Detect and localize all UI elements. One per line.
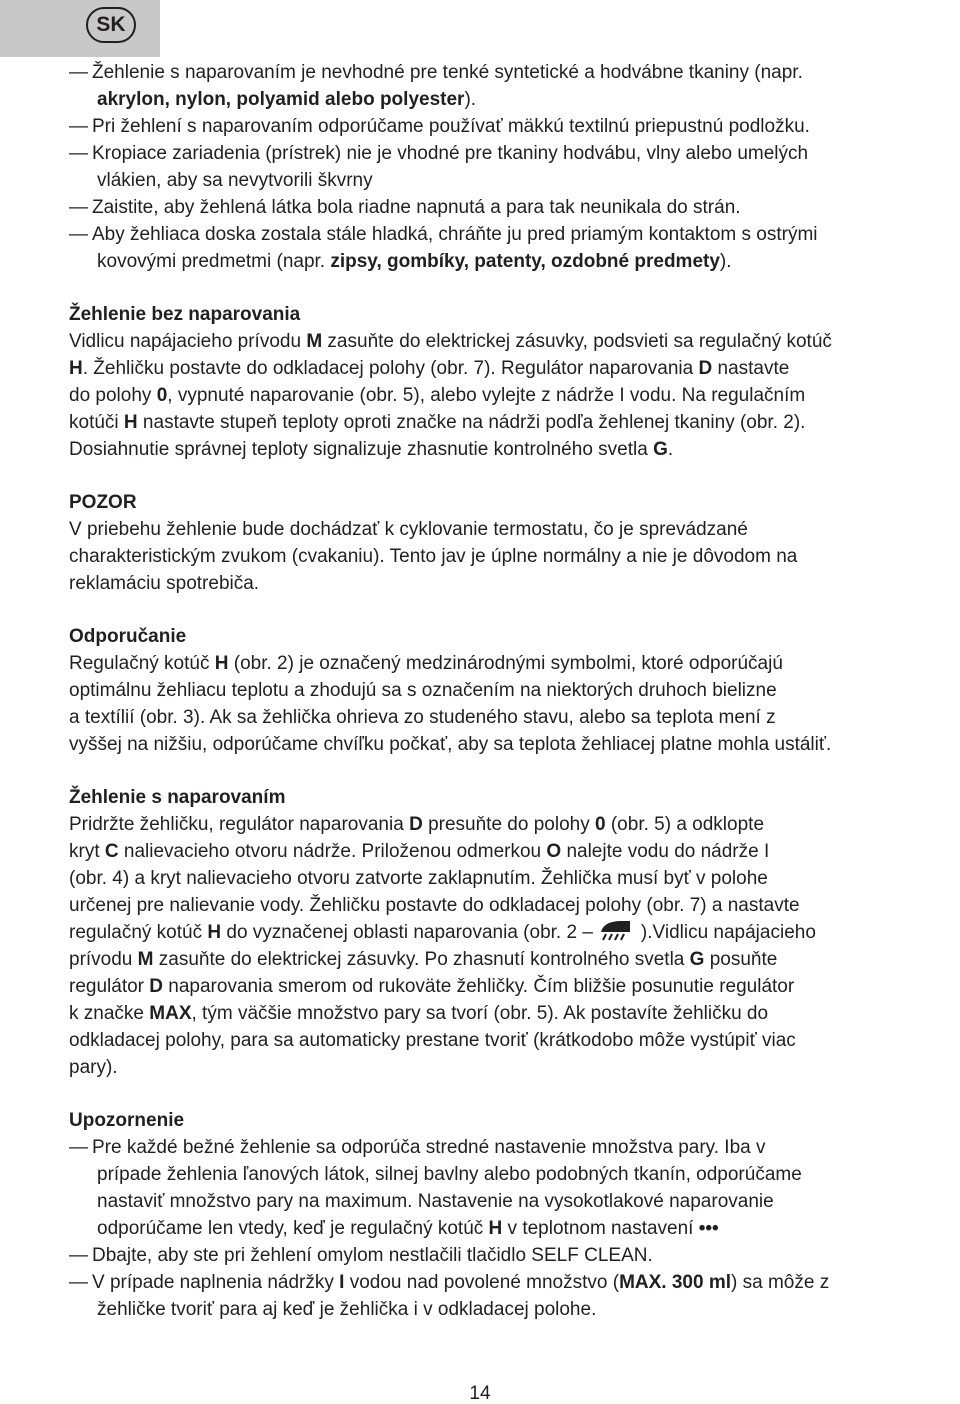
text-line: [69, 811, 939, 838]
text-line: [69, 838, 939, 865]
dry-ironing-paragraph: [69, 328, 939, 463]
text-span: kovovými predmetmi (napr.: [97, 251, 331, 272]
text-span: regulačný kotúč: [69, 922, 208, 943]
steam-ironing-paragraph: [69, 811, 939, 1081]
text-span: presuňte do polohy: [422, 814, 595, 835]
text-span: , vypnuté naparovanie (obr. 5), alebo vylejte z nádrže I vodu. Na regulačním: [167, 385, 806, 406]
text-line: [69, 1027, 939, 1054]
language-badge: SK: [86, 7, 136, 43]
text-span: .: [667, 439, 674, 460]
bullet-item: [69, 140, 939, 167]
text-line: V priebehu žehlenie bude dochádzať k cyklovanie termostatu, čo je sprevádzané: [69, 519, 748, 540]
text-span: vyššej na nižšiu, odporúčame chvíľku počkať, aby sa teplota žehliacej platne mohla ustáliť.: [69, 734, 832, 755]
text-span: Dosiahnutie správnej teploty signalizuje zhasnutie kontrolného svetla: [69, 439, 654, 460]
bullet-continuation: [69, 1188, 939, 1215]
recommendation-paragraph: [69, 650, 939, 758]
bold-text: H: [69, 358, 83, 379]
dash-bullet: —: [69, 1272, 88, 1293]
dash-bullet: —: [69, 62, 88, 83]
text-span: naparovania smerom od rukoväte žehličky. Čím bližšie posunutie regulátor: [163, 976, 795, 997]
bullet-item: [69, 1269, 939, 1296]
bold-text: H: [214, 653, 229, 674]
text-span: odkladacej polohy, para sa automaticky prestane tvoriť (krátkodobo môže vystúpiť viac: [69, 1030, 796, 1051]
text-span: posuňte: [704, 949, 778, 970]
bold-text: M: [306, 331, 323, 352]
text-span: určenej pre nalievanie vody. Žehličku postavte do odkladacej polohy (obr. 7) a nastavte: [69, 895, 800, 916]
bullet-item: [69, 1242, 939, 1269]
text-span: Žehlenie s naparovaním je nevhodné pre tenké syntetické a hodvábne tkaniny (napr.: [92, 62, 803, 83]
text-span: Pri žehlení s naparovaním odporúčame používať mäkkú textilnú priepustnú podložku.: [92, 116, 810, 137]
text-span: a textílií (obr. 3). Ak sa žehlička ohrieva zo studeného stavu, alebo sa teplota mení z: [69, 707, 776, 728]
steam-iron-icon: [597, 919, 637, 941]
text-span: ).: [464, 89, 477, 110]
text-span: Aby žehliaca doska zostala stále hladká, chráňte ju pred priamým kontaktom s ostrými: [92, 224, 818, 245]
text-line: [69, 409, 939, 436]
page-content: [69, 59, 939, 1323]
bold-text: MAX: [149, 1003, 192, 1024]
text-span: regulátor: [69, 976, 150, 997]
bullet-continuation: [69, 1296, 939, 1323]
bullet-continuation: [69, 86, 939, 113]
bold-text: H: [123, 412, 138, 433]
text-span: nalievacieho otvoru nádrže. Priloženou odmerkou: [118, 841, 547, 862]
bullet-item: [69, 1134, 939, 1161]
text-line: reklamáciu spotrebiča.: [69, 573, 260, 594]
bold-text: 0: [595, 814, 606, 835]
text-line: [69, 650, 939, 677]
text-span: ) sa môže z: [731, 1272, 830, 1293]
bold-text: akrylon, nylon, polyamid alebo polyester: [97, 89, 465, 110]
bullet-item: [69, 113, 939, 140]
text-span: nalejte vodu do nádrže I: [561, 841, 770, 862]
text-span: (obr. 2) je označený medzinárodnými symbolmi, ktoré odporúčajú: [228, 653, 783, 674]
bold-text: H: [488, 1218, 503, 1239]
text-line: [69, 946, 939, 973]
text-line: [69, 1054, 939, 1081]
bold-text: H: [207, 922, 222, 943]
text-span: prívodu: [69, 949, 138, 970]
bold-text: G: [653, 439, 668, 460]
section-title-dry-ironing: Žehlenie bez naparovania: [69, 304, 301, 325]
text-span: odporúčame len vtedy, keď je regulačný kotúč: [97, 1218, 489, 1239]
text-span: nastavte: [712, 358, 790, 379]
text-span: Regulačný kotúč: [69, 653, 215, 674]
text-span: ).Vidlicu napájacieho: [640, 922, 816, 943]
text-span: Kropiace zariadenia (prístrek) nie je vhodné pre tkaniny hodvábu, vlny alebo umelých: [92, 143, 809, 164]
text-span: pary).: [69, 1057, 118, 1078]
intro-bullet-list: [69, 59, 939, 275]
text-line: [69, 677, 939, 704]
bold-text: D: [698, 358, 713, 379]
text-span: Zaistite, aby žehlená látka bola riadne napnutá a para tak neunikala do strán.: [92, 197, 741, 218]
dash-bullet: —: [69, 224, 88, 245]
notice-bullet-list: [69, 1134, 939, 1323]
bullet-item: [69, 194, 939, 221]
language-tab: [0, 0, 160, 57]
text-span: žehličke tvoriť para aj keď je žehlička i v odkladacej polohe.: [97, 1299, 597, 1320]
section-title-warning: POZOR: [69, 492, 137, 513]
bold-text: G: [689, 949, 705, 970]
text-span: do polohy: [69, 385, 157, 406]
text-span: v teplotnom nastavení: [502, 1218, 699, 1239]
text-span: ).: [719, 251, 732, 272]
text-span: , tým väčšie množstvo pary sa tvorí (obr. 5). Ak postavíte žehličku do: [191, 1003, 769, 1024]
text-span: Pre každé bežné žehlenie sa odporúča stredné nastavenie množstva pary. Iba v: [92, 1137, 766, 1158]
text-span: vlákien, aby sa nevytvorili škvrny: [97, 170, 373, 191]
text-span: . Žehličku postavte do odkladacej polohy (obr. 7). Regulátor naparovania: [82, 358, 699, 379]
text-line: charakteristickým zvukom (cvakaniu). Tento jav je úplne normálny a nie je dôvodom na: [69, 546, 798, 567]
text-line: [69, 731, 939, 758]
bullet-continuation: [69, 167, 939, 194]
text-line: [69, 704, 939, 731]
text-span: prípade žehlenia ľanových látok, silnej bavlny alebo podobných tkanín, odporúčame: [97, 1164, 802, 1185]
bold-text: •••: [698, 1218, 719, 1239]
bold-text: O: [546, 841, 562, 862]
section-title-steam-ironing: Žehlenie s naparovaním: [69, 787, 286, 808]
bold-text: D: [409, 814, 423, 835]
page-number: 14: [469, 1383, 491, 1404]
text-line: [69, 865, 939, 892]
text-line: [69, 892, 939, 919]
text-span: nastaviť množstvo pary na maximum. Nastavenie na vysokotlakové naparovanie: [97, 1191, 774, 1212]
bold-text: zipsy, gombíky, patenty, ozdobné predmety: [330, 251, 720, 272]
text-span: optimálnu žehliacu teplotu a zhodujú sa s označením na niektorých druhoch bielizne: [69, 680, 777, 701]
dash-bullet: —: [69, 1137, 88, 1158]
bullet-item: [69, 221, 939, 248]
text-span: k značke: [69, 1003, 150, 1024]
text-span: Vidlicu napájacieho prívodu: [69, 331, 307, 352]
text-span: (obr. 5) a odklopte: [605, 814, 765, 835]
bold-text: D: [149, 976, 164, 997]
dash-bullet: —: [69, 1245, 88, 1266]
text-span: zasuňte do elektrickej zásuvky, podsvieti sa regulačný kotúč: [322, 331, 832, 352]
text-line: [69, 328, 939, 355]
text-line: [69, 436, 939, 463]
bold-text: I: [339, 1272, 345, 1293]
dash-bullet: —: [69, 116, 88, 137]
bullet-item: [69, 59, 939, 86]
dash-bullet: —: [69, 143, 88, 164]
bullet-continuation: [69, 1161, 939, 1188]
text-span: kotúči: [69, 412, 124, 433]
bullet-continuation: [69, 248, 939, 275]
text-span: V prípade naplnenia nádržky: [92, 1272, 340, 1293]
dash-bullet: —: [69, 197, 88, 218]
text-line: [69, 919, 939, 946]
section-title-recommendation: Odporučanie: [69, 626, 187, 647]
bullet-continuation: [69, 1215, 939, 1242]
bold-text: C: [104, 841, 119, 862]
bold-text: M: [137, 949, 154, 970]
text-span: Pridržte žehličku, regulátor naparovania: [69, 814, 410, 835]
text-line: [69, 382, 939, 409]
warning-paragraph: [69, 516, 939, 597]
section-title-notice: Upozornenie: [69, 1110, 185, 1131]
text-span: do vyznačenej oblasti naparovania (obr. 2 –: [221, 922, 593, 943]
text-span: zasuňte do elektrickej zásuvky. Po zhasnutí kontrolného svetla: [153, 949, 690, 970]
text-span: Dbajte, aby ste pri žehlení omylom nestlačili tlačidlo SELF CLEAN.: [92, 1245, 653, 1266]
text-span: vodou nad povolené množstvo (: [344, 1272, 620, 1293]
text-line: [69, 355, 939, 382]
bold-text: MAX. 300 ml: [619, 1272, 732, 1293]
text-span: kryt: [69, 841, 105, 862]
text-line: [69, 973, 939, 1000]
text-span: nastavte stupeň teploty oproti značke na nádrži podľa žehlenej tkaniny (obr. 2).: [137, 412, 806, 433]
bold-text: 0: [156, 385, 168, 406]
text-line: [69, 1000, 939, 1027]
text-span: (obr. 4) a kryt nalievacieho otvoru zatvorte zaklapnutím. Žehlička musí byť v polohe: [69, 868, 768, 889]
